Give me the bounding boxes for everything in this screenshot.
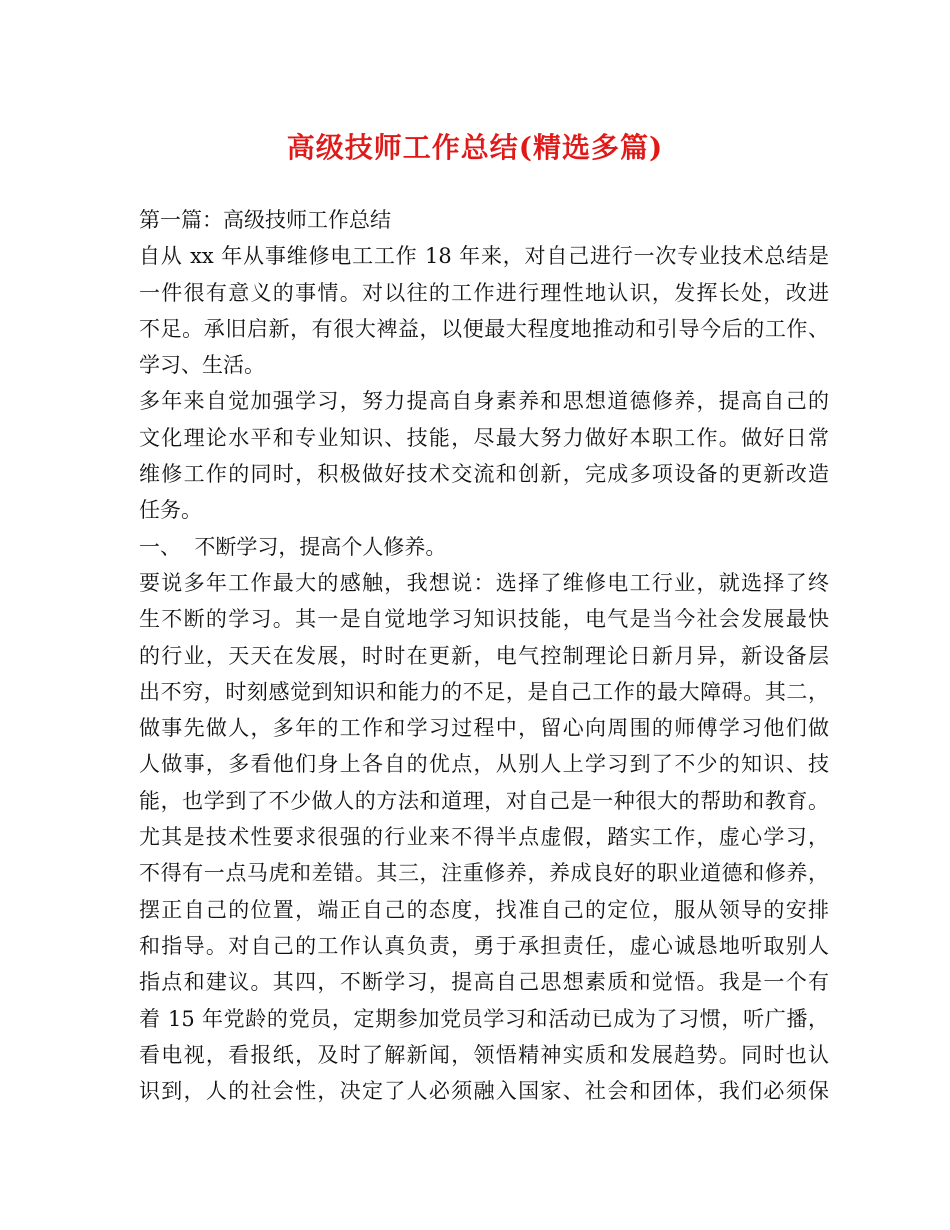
paragraph-line: 自从 xx 年从事维修电工工作 18 年来，对自己进行一次专业技术总结是 [139, 244, 829, 269]
paragraph-line: 人做事，多看他们身上各自的优点，从别人上学习到了不少的知识、技 [139, 752, 829, 777]
paragraph-line: 出不穷，时刻感觉到知识和能力的不足，是自己工作的最大障碍。其二， [139, 679, 829, 704]
paragraph-line: 尤其是技术性要求很强的行业来不得半点虚假，踏实工作，虚心学习， [139, 825, 829, 850]
paragraph-line: 着 15 年党龄的党员，定期参加党员学习和活动已成为了习惯，听广播， [139, 1006, 829, 1031]
paragraph-line: 生不断的学习。其一是自觉地学习知识技能，电气是当今社会发展最快 [139, 607, 829, 632]
paragraph-line: 学习、生活。 [139, 353, 265, 378]
paragraph-line: 多年来自觉加强学习，努力提高自身素养和思想道德修养，提高自己的 [139, 389, 829, 414]
paragraph-line: 做事先做人，多年的工作和学习过程中，留心向周围的师傅学习他们做 [139, 716, 829, 741]
paragraph-line: 摆正自己的位置，端正自己的态度，找准自己的定位，服从领导的安排 [139, 897, 829, 922]
paragraph-line: 和指导。对自己的工作认真负责，勇于承担责任，虚心诚恳地听取别人 [139, 933, 829, 958]
paragraph-line: 维修工作的同时，积极做好技术交流和创新，完成多项设备的更新改造 [139, 462, 829, 487]
section-heading: 第一篇：高级技师工作总结 [139, 208, 391, 232]
paragraph-line: 能，也学到了不少做人的方法和道理，对自己是一种很大的帮助和教育。 [139, 788, 829, 813]
paragraph-line: 的行业，天天在发展，时时在更新，电气控制理论日新月异，新设备层 [139, 643, 829, 668]
paragraph-line: 识到，人的社会性，决定了人必须融入国家、社会和团体，我们必须保 [139, 1079, 829, 1104]
paragraph-line: 指点和建议。其四，不断学习，提高自己思想素质和觉悟。我是一个有 [139, 970, 829, 995]
document-body [139, 202, 829, 1109]
paragraph-line: 任务。 [139, 498, 202, 523]
paragraph-line: 不得有一点马虎和差错。其三，注重修养，养成良好的职业道德和修养， [139, 861, 829, 886]
paragraph-line: 要说多年工作最大的感触，我想说：选择了维修电工行业，就选择了终 [139, 570, 829, 595]
paragraph-line: 文化理论水平和专业知识、技能，尽最大努力做好本职工作。做好日常 [139, 425, 829, 450]
document-title: 高级技师工作总结(精选多篇) [286, 131, 664, 164]
subsection-heading: 一、 不断学习，提高个人修养。 [139, 534, 447, 559]
paragraph-line: 一件很有意义的事情。对以往的工作进行理性地认识，发挥长处，改进 [139, 280, 829, 305]
paragraph-line: 看电视，看报纸，及时了解新闻，领悟精神实质和发展趋势。同时也认 [139, 1042, 829, 1067]
paragraph-line: 不足。承旧启新，有很大裨益，以便最大程度地推动和引导今后的工作、 [139, 316, 829, 341]
